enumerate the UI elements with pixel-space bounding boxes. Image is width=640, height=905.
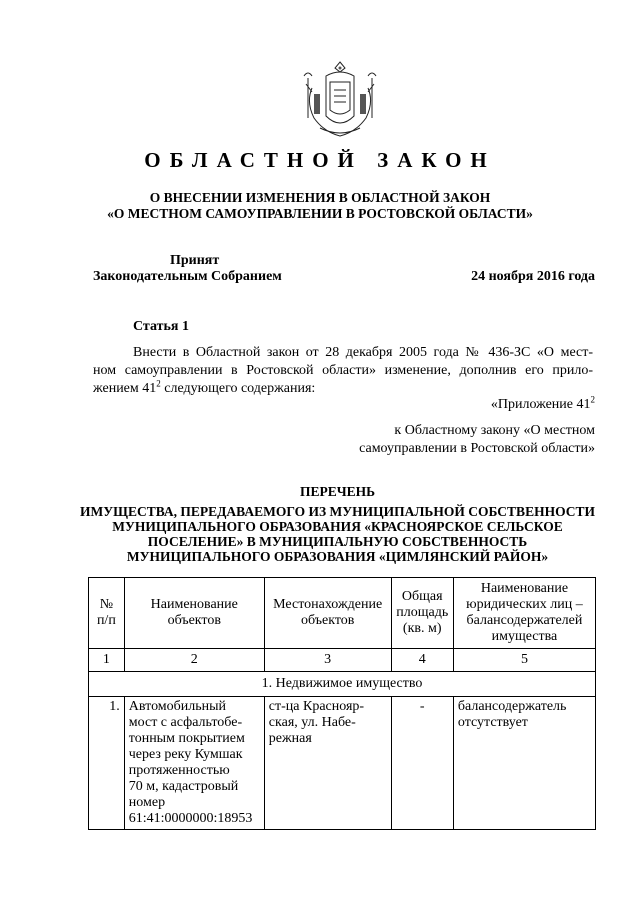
appendix-title	[380, 396, 595, 414]
header-num-text: № п/п	[96, 597, 116, 628]
header-holder	[453, 578, 595, 649]
law-title-line-2: «О МЕСТНОМ САМОУПРАВЛЕНИИ В РОСТОВСКОЙ ОБЛАСТИ»	[107, 206, 533, 221]
row-name-text: Автомобильный мост с асфальтобе- тонным покрытием через реку Кумшак протяженностью 70 м, кадастровый номер 61:41:0000000:18953	[128, 699, 253, 826]
column-number-row	[89, 649, 596, 672]
article-text-line-2: ном самоуправлении в Ростовской области» изменение, дополнив его прило-	[93, 363, 593, 378]
article-text-line-3-pre: жением 41	[93, 381, 157, 396]
row-area	[391, 697, 453, 830]
article-text-line-3-post: следующего содержания:	[160, 381, 316, 396]
article-text-line-1: Внести в Областной закон от 28 декабря 2005 года № 436-ЗС «О мест-	[133, 345, 593, 360]
article-heading: Статья 1	[133, 319, 189, 334]
adopted-by: Законодательным Собранием	[93, 269, 282, 284]
table-header-row	[89, 578, 596, 649]
row-name	[124, 697, 264, 830]
header-area	[391, 578, 453, 649]
column-number: 1	[89, 649, 125, 672]
list-heading-line-2: МУНИЦИПАЛЬНОГО ОБРАЗОВАНИЯ «КРАСНОЯРСКОЕ СЕЛЬСКОЕ	[112, 519, 563, 534]
list-heading-line-3: ПОСЕЛЕНИЕ» В МУНИЦИПАЛЬНУЮ СОБСТВЕННОСТЬ	[147, 534, 528, 549]
coat-of-arms-emblem	[300, 58, 380, 140]
law-title-line-1: О ВНЕСЕНИИ ИЗМЕНЕНИЯ В ОБЛАСТНОЙ ЗАКОН	[149, 190, 491, 205]
column-number: 4	[391, 649, 453, 672]
row-area-text: -	[419, 699, 425, 714]
article-text-line-3	[93, 380, 315, 398]
appendix-ref-line-2: самоуправлении в Ростовской области»	[359, 441, 595, 456]
appendix-title-sup: 2	[590, 394, 595, 405]
article-text-line-3-sup: 2	[156, 378, 161, 389]
property-table	[88, 577, 596, 830]
column-number: 2	[124, 649, 264, 672]
column-number: 3	[264, 649, 391, 672]
section-row	[89, 672, 596, 697]
table-row	[89, 697, 596, 830]
header-holder-text: Наименование юридических лиц – балансодержателей имущества	[466, 581, 583, 644]
header-area-text: Общая площадь (кв. м)	[396, 589, 449, 636]
header-num	[89, 578, 125, 649]
header-location-text: Местонахождение объектов	[273, 597, 383, 628]
adoption-date: 24 ноября 2016 года	[471, 269, 595, 284]
list-heading-line-1: ИМУЩЕСТВА, ПЕРЕДАВАЕМОГО ИЗ МУНИЦИПАЛЬНОЙ СОБСТВЕННОСТИ	[80, 504, 595, 519]
section-title: 1. Недвижимое имущество	[89, 672, 596, 697]
column-number: 5	[453, 649, 595, 672]
row-holder	[453, 697, 595, 830]
row-location-text: ст-ца Краснояр- ская, ул. Набе- режная	[268, 699, 365, 746]
row-num	[89, 697, 125, 830]
row-location	[264, 697, 391, 830]
row-num-text: 1.	[109, 699, 120, 714]
adopted-label: Принят	[170, 253, 220, 268]
list-heading-line-4: МУНИЦИПАЛЬНОГО ОБРАЗОВАНИЯ «ЦИМЛЯНСКИЙ РАЙОН»	[126, 549, 549, 564]
header-name-text: Наименование объектов	[150, 597, 238, 628]
row-holder-text: балансодержатель отсутствует	[457, 699, 567, 730]
appendix-ref-line-1: к Областному закону «О местном	[394, 423, 595, 438]
law-type-heading: ОБЛАСТНОЙ ЗАКОН	[144, 148, 496, 172]
appendix-title-text: «Приложение 41	[490, 397, 591, 412]
list-title: ПЕРЕЧЕНЬ	[299, 484, 376, 499]
header-location	[264, 578, 391, 649]
header-name	[124, 578, 264, 649]
